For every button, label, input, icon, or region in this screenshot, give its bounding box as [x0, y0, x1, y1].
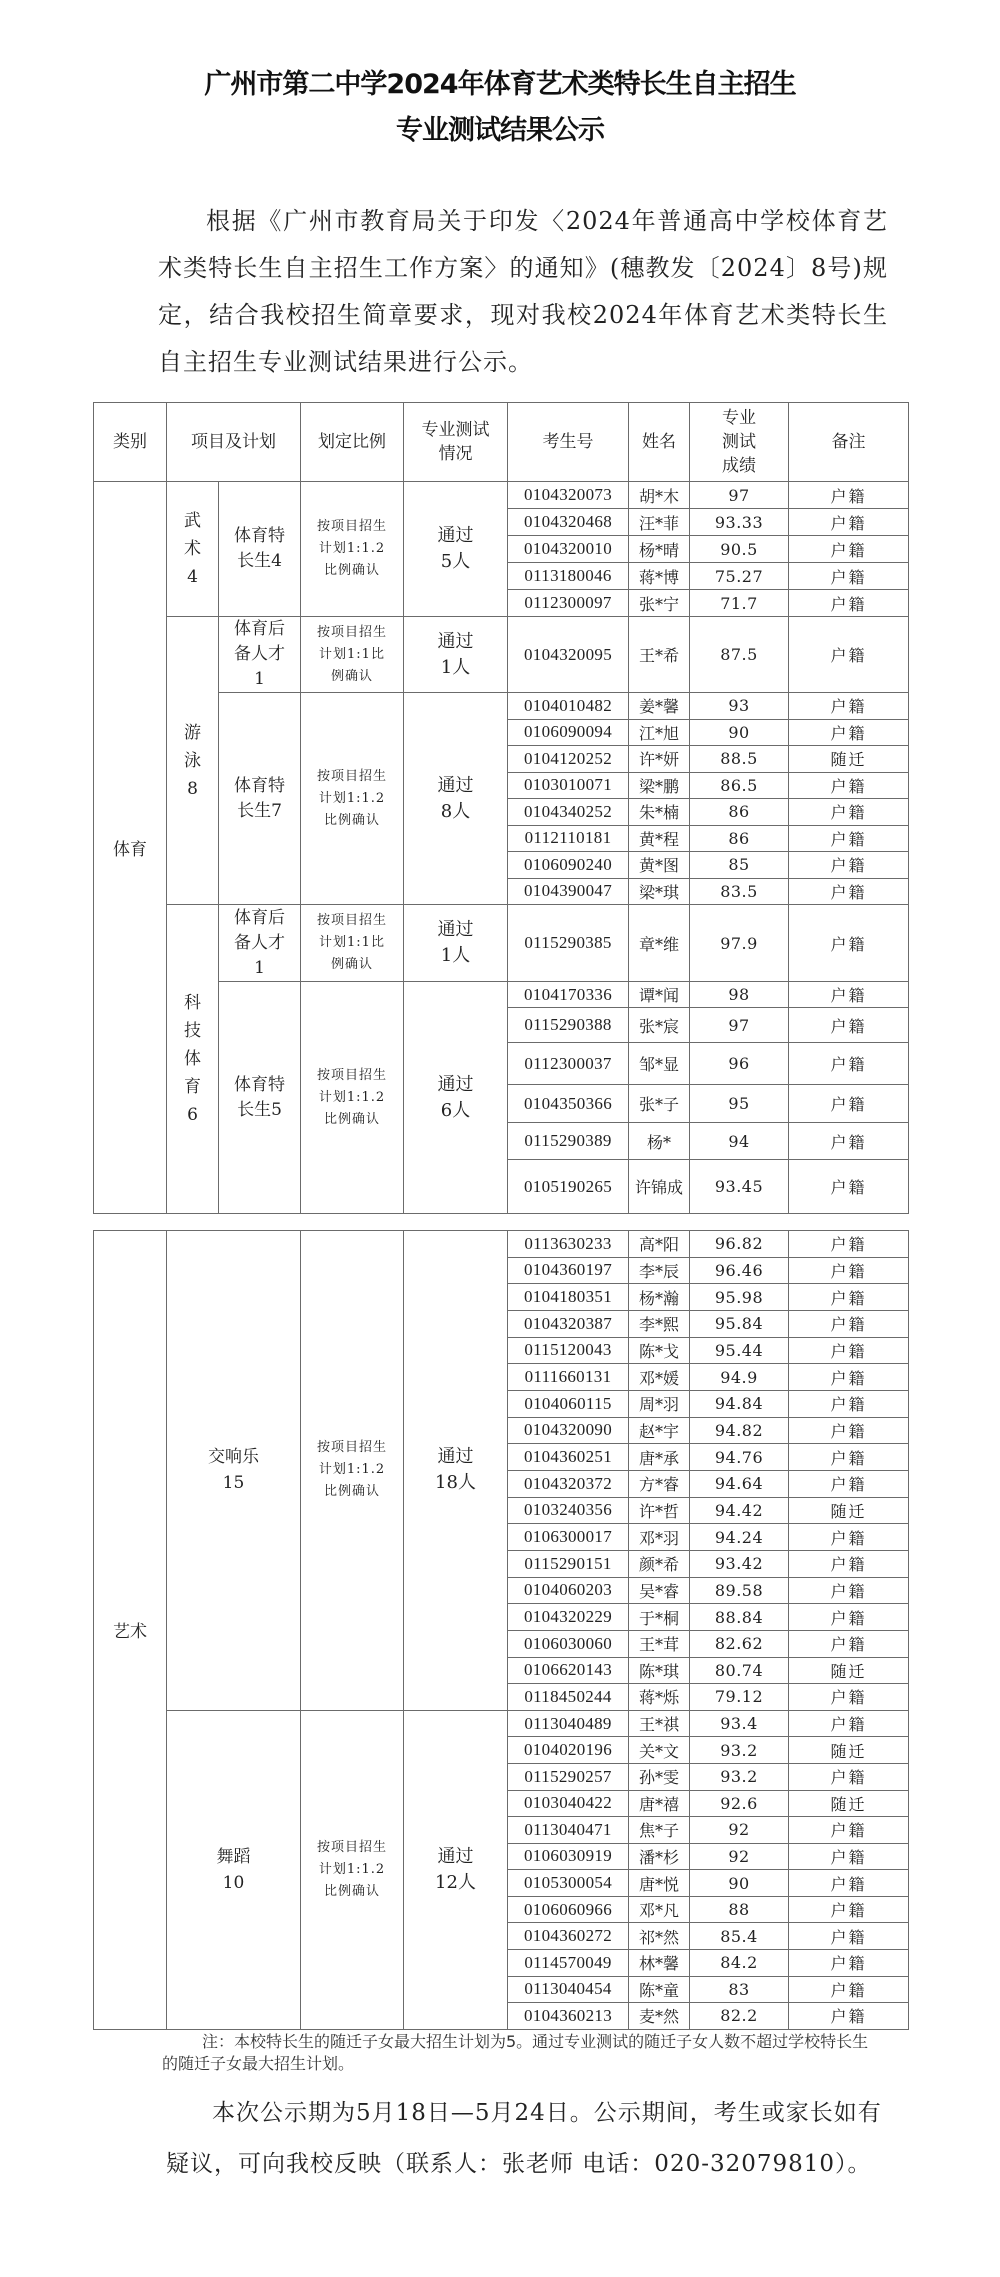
name-cell: 王*祺: [629, 1710, 690, 1737]
header-exam-id: 考生号: [508, 403, 629, 482]
score-cell: 95.84: [690, 1310, 789, 1337]
exam-id-cell: 0104180351: [508, 1284, 629, 1311]
exam-id-cell: 0104320229: [508, 1604, 629, 1631]
ratio-cell: [301, 482, 404, 617]
name-cell: 章*维: [629, 905, 690, 982]
remark-cell: 户籍: [789, 1231, 909, 1258]
exam-id-cell: 0115290385: [508, 905, 629, 982]
name-cell: 周*羽: [629, 1390, 690, 1417]
project-cell-text: 舞蹈10: [216, 1846, 251, 1893]
exam-id-cell: 0113040454: [508, 1976, 629, 2003]
score-cell: 94.64: [690, 1470, 789, 1497]
ratio-cell: [301, 905, 404, 982]
score-cell: 96: [690, 1043, 789, 1085]
exam-id-cell: 0113040489: [508, 1710, 629, 1737]
name-cell: 许锦成: [629, 1160, 690, 1214]
name-cell: 张*宸: [629, 1008, 690, 1043]
score-cell: 95: [690, 1085, 789, 1123]
remark-cell: 户籍: [789, 1710, 909, 1737]
score-cell: 95.44: [690, 1337, 789, 1364]
remark-cell: 户籍: [789, 1684, 909, 1711]
remark-cell: 户籍: [789, 1524, 909, 1551]
exam-id-cell: 0104340252: [508, 799, 629, 826]
header-category: 类别: [94, 403, 167, 482]
remark-cell: 户籍: [789, 1390, 909, 1417]
exam-id-cell: 0115290388: [508, 1008, 629, 1043]
name-cell: 邓*媛: [629, 1364, 690, 1391]
name-cell: 谭*闻: [629, 982, 690, 1008]
score-cell: 79.12: [690, 1684, 789, 1711]
name-cell: 姜*馨: [629, 693, 690, 720]
exam-id-cell: 0104320073: [508, 482, 629, 509]
score-cell: 88.84: [690, 1604, 789, 1631]
exam-id-cell: 0113630233: [508, 1231, 629, 1258]
score-cell: 83.5: [690, 878, 789, 905]
name-cell: 陈*童: [629, 1976, 690, 2003]
score-cell: 88: [690, 1896, 789, 1923]
remark-cell: 户籍: [789, 1337, 909, 1364]
page-subtitle: 专业测试结果公示: [396, 115, 604, 146]
ratio-cell-text: 按项目招生计划1:1比例确认: [316, 913, 387, 972]
name-cell: 邓*凡: [629, 1896, 690, 1923]
name-cell: 杨*: [629, 1123, 690, 1160]
exam-id-cell: 0106090094: [508, 719, 629, 746]
name-cell: 邓*羽: [629, 1524, 690, 1551]
name-cell: 邹*显: [629, 1043, 690, 1085]
exam-id-cell: 0112300037: [508, 1043, 629, 1085]
exam-id-cell: 0115120043: [508, 1337, 629, 1364]
name-cell: 方*睿: [629, 1470, 690, 1497]
exam-id-cell: 0105190265: [508, 1160, 629, 1214]
score-cell: 86: [690, 825, 789, 852]
remark-cell: 户籍: [789, 1160, 909, 1214]
remark-cell: 户籍: [789, 719, 909, 746]
score-cell: 87.5: [690, 617, 789, 693]
remark-cell: 户籍: [789, 1470, 909, 1497]
test-status-cell-text: 通过1人: [437, 919, 474, 966]
exam-id-cell: 0104170336: [508, 982, 629, 1008]
project-cell-text: 交响乐15: [208, 1447, 259, 1494]
score-cell: 85: [690, 852, 789, 879]
score-cell: 96.82: [690, 1231, 789, 1258]
remark-cell: 户籍: [789, 1763, 909, 1790]
exam-id-cell: 0115290257: [508, 1763, 629, 1790]
remark-cell: 户籍: [789, 772, 909, 799]
exam-id-cell: 0106030919: [508, 1843, 629, 1870]
remark-cell: 户籍: [789, 905, 909, 982]
score-cell: 90: [690, 719, 789, 746]
name-cell: 梁*鹏: [629, 772, 690, 799]
score-cell: 92: [690, 1843, 789, 1870]
name-cell: 王*希: [629, 617, 690, 693]
remark-cell: 户籍: [789, 982, 909, 1008]
exam-id-cell: 0118450244: [508, 1684, 629, 1711]
score-cell: 83: [690, 1976, 789, 2003]
ratio-cell: [301, 1710, 404, 2029]
exam-id-cell: 0104020196: [508, 1737, 629, 1764]
table-row: [94, 1231, 909, 1258]
exam-id-cell: 0104320372: [508, 1470, 629, 1497]
ratio-cell: [301, 1231, 404, 1711]
remark-cell: 户籍: [789, 1008, 909, 1043]
remark-cell: 户籍: [789, 1896, 909, 1923]
name-cell: 李*熙: [629, 1310, 690, 1337]
score-cell: 94: [690, 1123, 789, 1160]
exam-id-cell: 0104320010: [508, 536, 629, 563]
name-cell: 张*宁: [629, 590, 690, 617]
exam-id-cell: 0104060115: [508, 1390, 629, 1417]
category-cell-sports: 体育: [94, 482, 167, 1214]
project-cell: [167, 1710, 301, 2029]
name-cell: 江*旭: [629, 719, 690, 746]
project-label: 科技体育6: [184, 993, 201, 1125]
ratio-cell-text: 按项目招生计划1:1.2比例确认: [316, 1440, 387, 1500]
name-cell: 关*文: [629, 1737, 690, 1764]
header-test-status-text: 专业测试情况: [421, 420, 490, 464]
remark-cell: 随迁: [789, 1497, 909, 1524]
exam-id-cell: 0106620143: [508, 1657, 629, 1684]
score-cell: 94.9: [690, 1364, 789, 1391]
name-cell: 焦*子: [629, 1817, 690, 1844]
table-row: [94, 617, 909, 693]
score-cell: 96.46: [690, 1257, 789, 1284]
category-cell-arts: 艺术: [94, 1231, 167, 2030]
remark-cell: 随迁: [789, 1737, 909, 1764]
sub-plan-cell-text: 体育后备人才1: [234, 907, 285, 978]
sub-plan-cell: [219, 482, 301, 617]
name-cell: 李*辰: [629, 1257, 690, 1284]
name-cell: 吴*睿: [629, 1577, 690, 1604]
intro-paragraph: [158, 198, 888, 386]
table-row: [94, 905, 909, 982]
exam-id-cell: 0113040471: [508, 1817, 629, 1844]
score-cell: 71.7: [690, 590, 789, 617]
name-cell: 孙*雯: [629, 1763, 690, 1790]
name-cell: 高*阳: [629, 1231, 690, 1258]
remark-cell: 户籍: [789, 1577, 909, 1604]
name-cell: 潘*杉: [629, 1843, 690, 1870]
test-status-cell-text: 通过12人: [435, 1845, 476, 1893]
header-row: [94, 403, 909, 482]
name-cell: 蒋*烁: [629, 1684, 690, 1711]
name-cell: 梁*琪: [629, 878, 690, 905]
test-status-cell: [404, 1231, 508, 1711]
footnote: [162, 2031, 882, 2075]
score-cell: 97: [690, 1008, 789, 1043]
name-cell: 杨*晴: [629, 536, 690, 563]
score-cell: 94.42: [690, 1497, 789, 1524]
project-label: 游泳8: [184, 722, 201, 799]
remark-cell: 户籍: [789, 1923, 909, 1950]
name-cell: 麦*然: [629, 2003, 690, 2030]
name-cell: 蒋*博: [629, 563, 690, 590]
header-remark: 备注: [789, 403, 909, 482]
remark-cell: 户籍: [789, 563, 909, 590]
exam-id-cell: 0106300017: [508, 1524, 629, 1551]
score-cell: 82.62: [690, 1630, 789, 1657]
remark-cell: 户籍: [789, 1950, 909, 1977]
exam-id-cell: 0104120252: [508, 746, 629, 773]
name-cell: 朱*楠: [629, 799, 690, 826]
exam-id-cell: 0106060966: [508, 1896, 629, 1923]
exam-id-cell: 0115290389: [508, 1123, 629, 1160]
remark-cell: 户籍: [789, 590, 909, 617]
remark-cell: 户籍: [789, 1817, 909, 1844]
remark-cell: 户籍: [789, 878, 909, 905]
sub-plan-cell: [219, 982, 301, 1214]
remark-cell: 户籍: [789, 1444, 909, 1471]
publicity-period: [166, 2088, 886, 2190]
remark-cell: 随迁: [789, 746, 909, 773]
score-cell: 93.33: [690, 509, 789, 536]
exam-id-cell: 0104320387: [508, 1310, 629, 1337]
score-cell: 80.74: [690, 1657, 789, 1684]
remark-cell: 户籍: [789, 2003, 909, 2030]
score-cell: 82.2: [690, 2003, 789, 2030]
ratio-cell-text: 按项目招生计划1:1比例确认: [316, 624, 387, 684]
exam-id-cell: 0106090240: [508, 852, 629, 879]
score-cell: 86: [690, 799, 789, 826]
remark-cell: 户籍: [789, 1043, 909, 1085]
name-cell: 陈*戈: [629, 1337, 690, 1364]
project-label: 武术4: [184, 511, 201, 587]
name-cell: 黄*程: [629, 825, 690, 852]
exam-id-cell: 0106030060: [508, 1630, 629, 1657]
name-cell: 赵*宇: [629, 1417, 690, 1444]
name-cell: 许*哲: [629, 1497, 690, 1524]
name-cell: 颜*希: [629, 1550, 690, 1577]
remark-cell: 户籍: [789, 1604, 909, 1631]
remark-cell: 户籍: [789, 1843, 909, 1870]
name-cell: 王*茸: [629, 1630, 690, 1657]
score-cell: 90.5: [690, 536, 789, 563]
score-cell: 98: [690, 982, 789, 1008]
remark-cell: 户籍: [789, 1976, 909, 2003]
score-cell: 89.58: [690, 1577, 789, 1604]
name-cell: 胡*木: [629, 482, 690, 509]
exam-id-cell: 0104360272: [508, 1923, 629, 1950]
score-cell: 93.2: [690, 1763, 789, 1790]
score-cell: 93.42: [690, 1550, 789, 1577]
header-score: [690, 403, 789, 482]
project-cell: [167, 905, 219, 1214]
ratio-cell-text: 按项目招生计划1:1.2比例确认: [316, 519, 387, 578]
project-cell: [167, 482, 219, 617]
header-score-text: 专业测试成绩: [722, 408, 756, 476]
exam-id-cell: 0104360251: [508, 1444, 629, 1471]
exam-id-cell: 0115290151: [508, 1550, 629, 1577]
score-cell: 97: [690, 482, 789, 509]
score-cell: 97.9: [690, 905, 789, 982]
name-cell: 黄*图: [629, 852, 690, 879]
score-cell: 94.82: [690, 1417, 789, 1444]
remark-cell: 户籍: [789, 482, 909, 509]
name-cell: 于*桐: [629, 1604, 690, 1631]
sub-plan-cell-text: 体育后备人才1: [234, 619, 285, 689]
remark-cell: 户籍: [789, 1123, 909, 1160]
exam-id-cell: 0104360197: [508, 1257, 629, 1284]
test-status-cell: [404, 617, 508, 693]
exam-id-cell: 0104320090: [508, 1417, 629, 1444]
test-status-cell-text: 通过18人: [435, 1446, 476, 1494]
header-ratio: 划定比例: [301, 403, 404, 482]
exam-id-cell: 0111660131: [508, 1364, 629, 1391]
test-status-cell: [404, 1710, 508, 2029]
remark-cell: 户籍: [789, 1630, 909, 1657]
score-cell: 92.6: [690, 1790, 789, 1817]
remark-cell: 随迁: [789, 1790, 909, 1817]
score-cell: 88.5: [690, 746, 789, 773]
test-status-cell: [404, 905, 508, 982]
remark-cell: 户籍: [789, 1364, 909, 1391]
exam-id-cell: 0105300054: [508, 1870, 629, 1897]
name-cell: 唐*承: [629, 1444, 690, 1471]
remark-cell: 户籍: [789, 852, 909, 879]
ratio-cell-text: 按项目招生计划1:1.2比例确认: [316, 768, 387, 828]
remark-cell: 户籍: [789, 1870, 909, 1897]
name-cell: 林*馨: [629, 1950, 690, 1977]
name-cell: 汪*菲: [629, 509, 690, 536]
header-test-status: [404, 403, 508, 482]
score-cell: 93.45: [690, 1160, 789, 1214]
exam-id-cell: 0103040422: [508, 1790, 629, 1817]
exam-id-cell: 0112110181: [508, 825, 629, 852]
score-cell: 90: [690, 1870, 789, 1897]
test-status-cell-text: 通过6人: [437, 1073, 474, 1121]
remark-cell: 户籍: [789, 799, 909, 826]
exam-id-cell: 0104060203: [508, 1577, 629, 1604]
publicity-period-text: 本次公示期为5月18日—5月24日。公示期间，考生或家长如有疑议，可向我校反映（联系人：张老师 电话：020-32079810）。: [166, 2100, 882, 2177]
test-status-cell: [404, 982, 508, 1214]
exam-id-cell: 0103010071: [508, 772, 629, 799]
score-cell: 94.76: [690, 1444, 789, 1471]
test-status-cell-text: 通过8人: [437, 774, 474, 822]
remark-cell: 户籍: [789, 1417, 909, 1444]
score-cell: 75.27: [690, 563, 789, 590]
table-row: [94, 1710, 909, 1737]
intro-text: 根据《广州市教育局关于印发〈2024年普通高中学校体育艺术类特长生自主招生工作方案〉的通知》(穗教发〔2024〕8号)规定，结合我校招生简章要求，现对我校2024年体育艺术类特长生自主招生专业测试结果进行公示。: [158, 207, 888, 376]
remark-cell: 户籍: [789, 693, 909, 720]
score-cell: 93.4: [690, 1710, 789, 1737]
remark-cell: 户籍: [789, 1085, 909, 1123]
exam-id-cell: 0104010482: [508, 693, 629, 720]
remark-cell: 户籍: [789, 536, 909, 563]
exam-id-cell: 0112300097: [508, 590, 629, 617]
test-status-cell: [404, 693, 508, 905]
score-cell: 93.2: [690, 1737, 789, 1764]
ratio-cell-text: 按项目招生计划1:1.2比例确认: [316, 1839, 387, 1899]
footnote-text: 注：本校特长生的随迁子女最大招生计划为5。通过专业测试的随迁子女人数不超过学校特长生的随迁子女最大招生计划。: [162, 2032, 869, 2073]
header-name: 姓名: [629, 403, 690, 482]
header-project-plan: 项目及计划: [167, 403, 301, 482]
sub-plan-cell-text: 体育特长生7: [234, 775, 285, 821]
exam-id-cell: 0114570049: [508, 1950, 629, 1977]
exam-id-cell: 0104320095: [508, 617, 629, 693]
sub-plan-cell-text: 体育特长生4: [234, 526, 285, 571]
sports-results-table: [93, 402, 909, 1214]
name-cell: 陈*琪: [629, 1657, 690, 1684]
table-row: [94, 482, 909, 509]
exam-id-cell: 0104360213: [508, 2003, 629, 2030]
project-cell: [167, 1231, 301, 1711]
test-status-cell: [404, 482, 508, 617]
name-cell: 唐*禧: [629, 1790, 690, 1817]
name-cell: 祁*然: [629, 1923, 690, 1950]
score-cell: 85.4: [690, 1923, 789, 1950]
sub-plan-cell-text: 体育特长生5: [234, 1074, 285, 1120]
score-cell: 84.2: [690, 1950, 789, 1977]
arts-results-table: [93, 1230, 909, 2030]
name-cell: 张*子: [629, 1085, 690, 1123]
exam-id-cell: 0104320468: [508, 509, 629, 536]
sub-plan-cell: [219, 905, 301, 982]
sub-plan-cell: [219, 693, 301, 905]
remark-cell: 户籍: [789, 825, 909, 852]
remark-cell: 户籍: [789, 509, 909, 536]
ratio-cell-text: 按项目招生计划1:1.2比例确认: [316, 1067, 387, 1127]
score-cell: 94.84: [690, 1390, 789, 1417]
score-cell: 86.5: [690, 772, 789, 799]
project-cell: [167, 617, 219, 905]
remark-cell: 随迁: [789, 1657, 909, 1684]
remark-cell: 户籍: [789, 1257, 909, 1284]
exam-id-cell: 0104390047: [508, 878, 629, 905]
remark-cell: 户籍: [789, 1310, 909, 1337]
remark-cell: 户籍: [789, 1550, 909, 1577]
name-cell: 唐*悦: [629, 1870, 690, 1897]
exam-id-cell: 0103240356: [508, 1497, 629, 1524]
score-cell: 95.98: [690, 1284, 789, 1311]
test-status-cell-text: 通过5人: [437, 525, 474, 572]
ratio-cell: [301, 617, 404, 693]
exam-id-cell: 0104350366: [508, 1085, 629, 1123]
score-cell: 94.24: [690, 1524, 789, 1551]
remark-cell: 户籍: [789, 617, 909, 693]
remark-cell: 户籍: [789, 1284, 909, 1311]
ratio-cell: [301, 982, 404, 1214]
ratio-cell: [301, 693, 404, 905]
name-cell: 杨*瀚: [629, 1284, 690, 1311]
exam-id-cell: 0113180046: [508, 563, 629, 590]
score-cell: 93: [690, 693, 789, 720]
name-cell: 许*妍: [629, 746, 690, 773]
sub-plan-cell: [219, 617, 301, 693]
test-status-cell-text: 通过1人: [437, 630, 474, 678]
page-title: 广州市第二中学2024年体育艺术类特长生自主招生: [204, 69, 796, 100]
score-cell: 92: [690, 1817, 789, 1844]
